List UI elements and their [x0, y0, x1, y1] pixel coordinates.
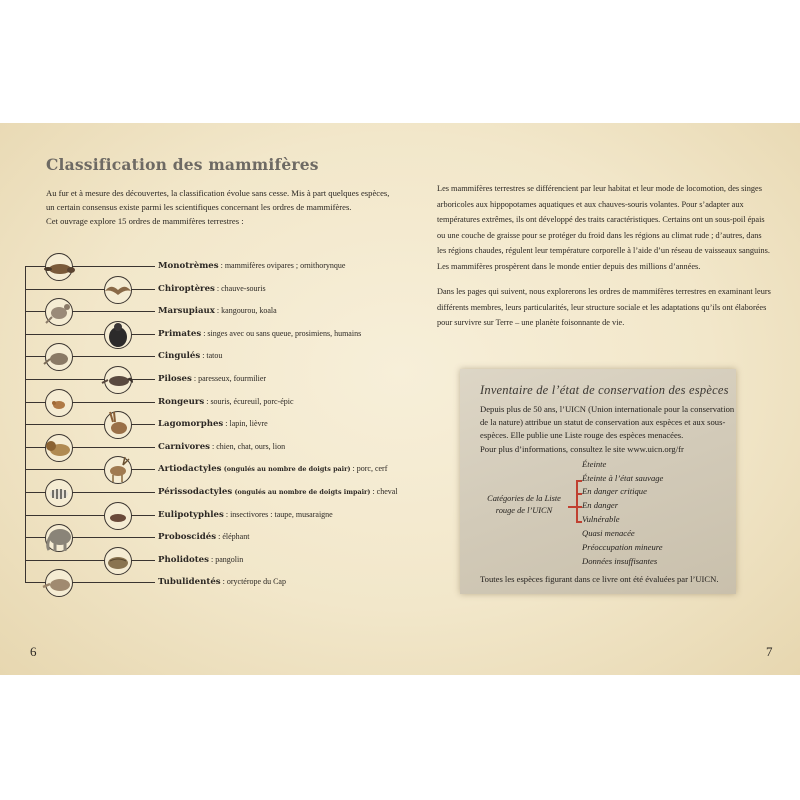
deer-icon — [104, 456, 132, 484]
order-name: Lagomorphes — [158, 419, 224, 430]
order-description: : souris, écureuil, porc-épic — [204, 396, 294, 406]
category-item: Éteinte — [582, 459, 607, 469]
lion-icon — [45, 434, 73, 462]
order-name: Tubulidentés — [158, 577, 221, 588]
order-item — [158, 576, 286, 588]
order-item — [158, 350, 222, 362]
categories-label-line: rouge de l’UICN — [495, 505, 553, 515]
order-description: : paresseux, fourmilier — [191, 374, 267, 383]
box-line: espèces. Elle publie une Liste rouge des espèces menacées. — [480, 430, 684, 441]
body-line: Les mammifères prospèrent dans le monde entier depuis des millions d’années. — [437, 261, 701, 271]
order-name: Marsupiaux — [158, 306, 215, 317]
order-item — [158, 283, 266, 295]
order-item — [158, 373, 266, 385]
order-name: Primates — [158, 328, 202, 339]
order-item — [158, 441, 285, 453]
mole-icon — [104, 502, 132, 530]
order-description: : chien, chat, ours, lion — [210, 441, 286, 451]
armadillo-icon — [45, 343, 73, 371]
pangolin-icon — [104, 547, 132, 575]
body-line: les régions chaudes, régulent leur température corporelle à l’aide d’un réseau de vaisseaux sanguins. — [437, 246, 770, 256]
order-description: : pangolin — [209, 554, 244, 564]
gorilla-icon — [104, 321, 132, 349]
intro-line: un certain consensus existe parmi les scientifiques concernant les ordres de mammifères. — [46, 202, 352, 212]
category-item: Quasi menacée — [582, 528, 635, 538]
order-name: Chiroptères — [158, 283, 215, 294]
body-line: températures extrêmes, ils ont développé des traits caractéristiques. Certains ont un sous-poil épais — [437, 215, 765, 225]
platypus-icon — [45, 253, 73, 281]
order-description: : insectivores : taupe, musaraigne — [223, 509, 333, 519]
intro-line: Au fur et à mesure des découvertes, la classification évolue sans cesse. Mis à part quelques espèces, — [46, 188, 390, 198]
category-item: En danger — [582, 500, 619, 510]
anteater-icon — [104, 366, 132, 394]
order-name: Cingulés — [158, 351, 201, 362]
order-description: : mammifères ovipares ; ornithorynque — [218, 261, 346, 270]
order-item — [158, 554, 243, 566]
order-description: : cheval — [370, 487, 398, 496]
right-page — [400, 123, 800, 675]
order-item — [158, 463, 387, 475]
order-item — [158, 509, 333, 521]
category-item: Éteinte à l’état sauvage — [582, 473, 664, 483]
kangaroo-icon — [45, 298, 73, 326]
order-name: Proboscidés — [158, 532, 217, 543]
red-connector — [568, 506, 576, 508]
page-number: 7 — [766, 644, 773, 659]
box-title: Inventaire de l’état de conservation des espèces — [480, 383, 729, 397]
order-item — [158, 305, 277, 317]
page-title: Classification des mammifères — [46, 155, 319, 174]
order-name: Carnivores — [158, 441, 211, 452]
zebra-icon — [45, 479, 73, 507]
order-description: : oryctérope du Cap — [220, 577, 286, 587]
aardvark-icon — [45, 569, 73, 597]
order-item — [158, 486, 398, 498]
page-number: 6 — [30, 644, 37, 659]
category-item: Données insuffisantes — [582, 556, 658, 566]
order-item — [158, 531, 249, 543]
category-item: Préoccupation mineure — [582, 542, 663, 552]
left-page — [0, 123, 400, 675]
order-name: Rongeurs — [158, 396, 205, 407]
categories-label-line: Catégories de la Liste — [487, 494, 561, 503]
book-spread — [0, 123, 800, 675]
order-name: Piloses — [158, 374, 192, 384]
order-item — [158, 260, 345, 272]
iucn-info-box — [460, 369, 736, 594]
box-paragraph — [480, 403, 735, 456]
order-name: Monotrèmes — [158, 261, 219, 271]
body-paragraph — [437, 181, 770, 275]
order-description: : singes avec ou sans queue, prosimiens, humains — [201, 328, 362, 338]
order-note: (ongulés au nombre de doigts impair) — [232, 488, 371, 496]
bat-icon — [104, 276, 132, 304]
order-description: : éléphant — [216, 532, 250, 542]
box-line: Depuis plus de 50 ans, l’UICN (Union internationale pour la conservation — [480, 404, 735, 414]
hare-icon — [104, 411, 132, 439]
body-paragraph — [437, 284, 771, 331]
order-name: Périssodactyles — [158, 487, 233, 497]
order-name: Pholidotes — [158, 554, 209, 565]
order-description: : porc, cerf — [350, 464, 388, 474]
mouse-icon — [45, 389, 73, 417]
body-line: pour survivre sur Terre – une planète foisonnante de vie. — [437, 318, 625, 328]
intro-line: Cet ouvrage explore 15 ordres de mammifères terrestres : — [46, 216, 244, 226]
tree-trunk — [25, 266, 26, 582]
order-name: Artiodactyles — [158, 464, 222, 475]
order-item — [158, 418, 268, 430]
body-line: différents membres, leurs particularités, leur structure sociale et les adaptations qu’ils ont élaborées — [437, 302, 767, 312]
body-line: Dans les pages qui suivent, nous explorerons les ordres de mammifères terrestres en examinant leurs — [437, 287, 771, 296]
order-description: : kangourou, koala — [214, 306, 277, 316]
category-item: En danger critique — [582, 486, 647, 496]
box-footer: Toutes les espèces figurant dans ce livre ont été évaluées par l’UICN. — [480, 574, 719, 584]
body-line: Les mammifères terrestres se différencient par leur habitat et leur mode de locomotion, des singes — [437, 184, 762, 193]
order-item — [158, 328, 361, 340]
order-name: Eulipotyphles — [158, 509, 224, 520]
order-item — [158, 396, 294, 408]
order-note: (ongulés au nombre de doigts pair) — [221, 465, 351, 474]
categories-label — [474, 493, 574, 516]
box-line: de la nature) attribue un statut de conservation aux espèces et aux sous- — [480, 417, 726, 428]
body-line: ou une couche de graisse pour se protéger du froid dans les régions au climat rude ; d’autres, dans — [437, 230, 762, 240]
intro-paragraph — [46, 186, 390, 228]
order-description: : tatou — [200, 351, 223, 361]
body-line: arboricoles aux hippopotames aquatiques et aux chauves-souris volantes. Pour s’adapter aux — [437, 199, 744, 209]
order-description: : chauve-souris — [214, 283, 266, 293]
order-description: : lapin, lièvre — [223, 419, 268, 429]
elephant-icon — [45, 524, 73, 552]
box-line: Pour plus d’informations, consultez le site www.uicn.org/fr — [480, 443, 684, 454]
category-item: Vulnérable — [582, 514, 620, 524]
red-bracket — [576, 480, 578, 522]
